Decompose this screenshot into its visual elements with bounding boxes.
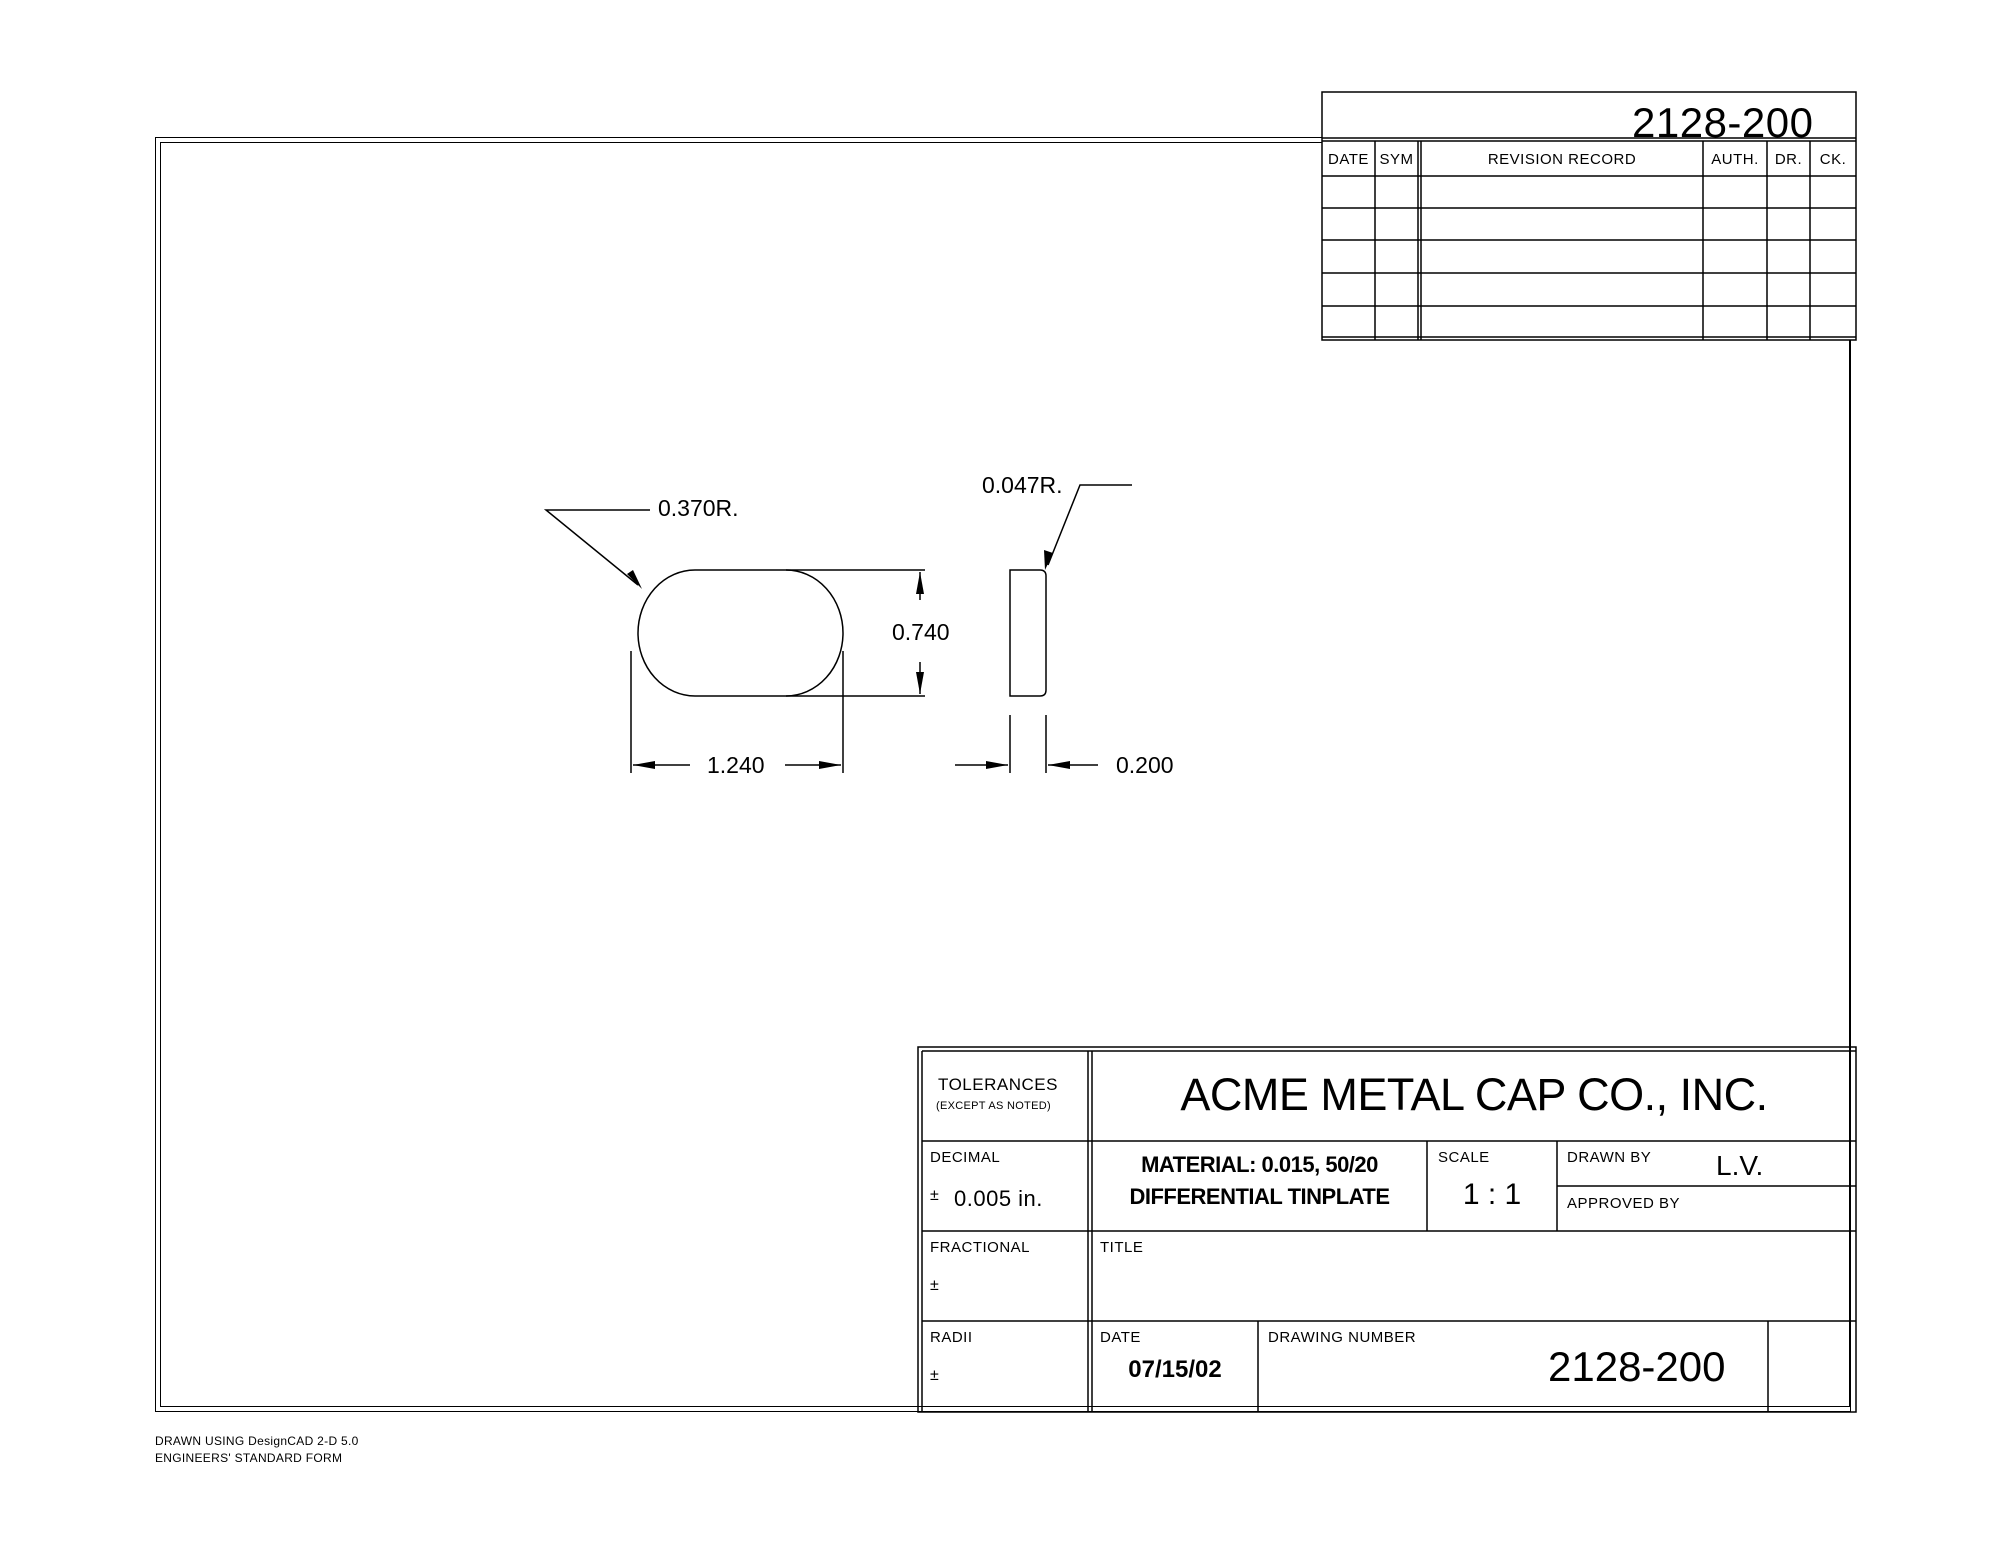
- material-line-2: DIFFERENTIAL TINPLATE: [1129, 1184, 1390, 1209]
- rev-col-dr: DR.: [1774, 151, 1803, 168]
- approved-by-label: APPROVED BY: [1567, 1195, 1681, 1212]
- title-label: TITLE: [1100, 1239, 1144, 1256]
- rev-col-date: DATE: [1328, 151, 1369, 168]
- drawn-by-value: L.V.: [1716, 1150, 1764, 1181]
- scale-label: SCALE: [1438, 1149, 1490, 1166]
- dim-radius-large: 0.370R.: [658, 495, 739, 521]
- tolerances-note: (EXCEPT AS NOTED): [936, 1100, 1051, 1112]
- material-line-1: MATERIAL: 0.015, 50/20: [1141, 1152, 1378, 1177]
- radii-label: RADII: [930, 1329, 973, 1346]
- scale-value: 1 : 1: [1462, 1178, 1522, 1211]
- fractional-plus-minus: ±: [930, 1277, 939, 1294]
- rev-col-revision-record: REVISION RECORD: [1487, 151, 1637, 168]
- part-top-view: [638, 570, 843, 696]
- header-drawing-number: 2128-200: [1632, 99, 1814, 146]
- drawing-number-value: 2128-200: [1548, 1343, 1726, 1390]
- rev-col-sym: SYM: [1379, 151, 1414, 168]
- fractional-label: FRACTIONAL: [930, 1239, 1031, 1256]
- decimal-value: 0.005 in.: [954, 1186, 1043, 1211]
- rev-col-auth: AUTH.: [1711, 151, 1759, 168]
- decimal-plus-minus: ±: [930, 1187, 939, 1204]
- date-label: DATE: [1100, 1329, 1141, 1346]
- footer-line-2: ENGINEERS' STANDARD FORM: [155, 1451, 343, 1465]
- drawn-by-label: DRAWN BY: [1567, 1149, 1652, 1166]
- company-name: ACME METAL CAP CO., INC.: [1180, 1069, 1768, 1120]
- dim-radius-small: 0.047R.: [982, 472, 1063, 498]
- dim-length: 1.240: [707, 752, 765, 778]
- decimal-label: DECIMAL: [930, 1149, 1001, 1166]
- radii-plus-minus: ±: [930, 1367, 939, 1384]
- drawing-number-label: DRAWING NUMBER: [1268, 1329, 1417, 1346]
- footer-line-1: DRAWN USING DesignCAD 2-D 5.0: [155, 1434, 359, 1448]
- part-side-view: [1010, 570, 1046, 696]
- tolerances-label: TOLERANCES: [938, 1075, 1058, 1094]
- dim-thickness: 0.200: [1116, 752, 1174, 778]
- rev-col-ck: CK.: [1819, 151, 1847, 168]
- dim-height: 0.740: [892, 619, 950, 645]
- date-value: 07/15/02: [1128, 1356, 1222, 1383]
